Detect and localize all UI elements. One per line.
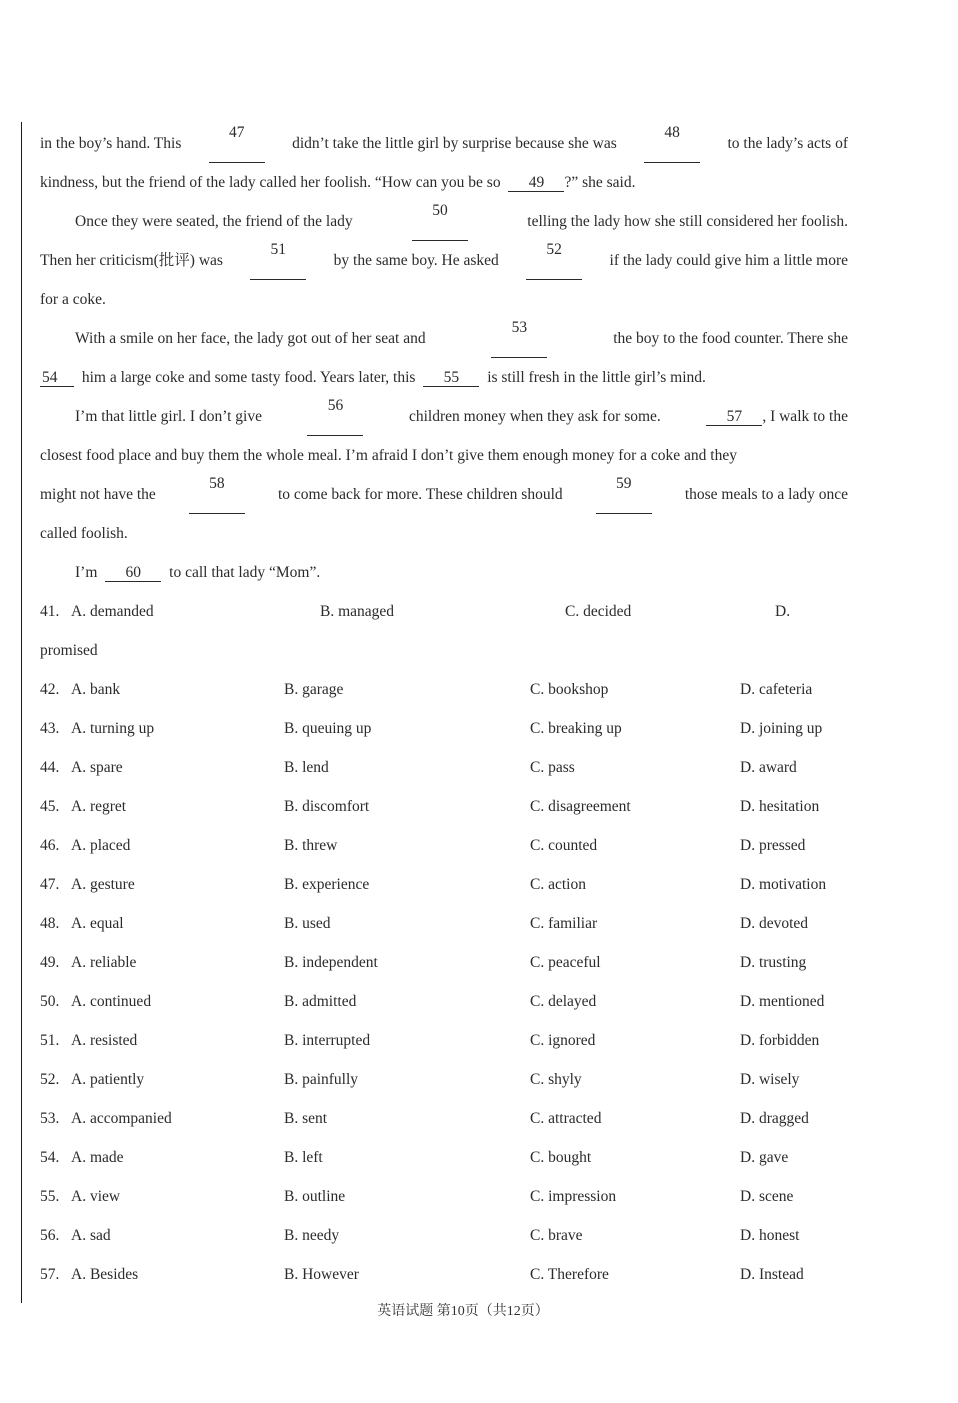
option-b[interactable]: B. used xyxy=(284,915,331,932)
passage-line xyxy=(40,397,848,436)
option-a[interactable]: A. accompanied xyxy=(71,1110,172,1127)
question-number: 42. xyxy=(40,681,60,698)
option-a[interactable]: A. Besides xyxy=(71,1266,139,1283)
option-c[interactable]: C. breaking up xyxy=(530,720,622,737)
passage-text: to the lady’s acts of xyxy=(727,135,848,152)
left-margin-rule xyxy=(21,122,22,1303)
option-b[interactable]: B. independent xyxy=(284,954,378,971)
option-d[interactable]: D. scene xyxy=(740,1188,794,1205)
passage-text: Once they were seated, the friend of the lady xyxy=(75,213,353,230)
answer-blank-48[interactable]: 48 xyxy=(644,124,700,163)
passage-text: children money when they ask for some. xyxy=(409,408,661,425)
option-b[interactable]: B. lend xyxy=(284,759,329,776)
option-b[interactable]: B. managed xyxy=(320,603,395,620)
option-c[interactable]: C. familiar xyxy=(530,915,598,932)
option-d[interactable]: D. hesitation xyxy=(740,798,820,815)
option-a[interactable]: A. spare xyxy=(71,759,123,776)
option-d[interactable]: D. cafeteria xyxy=(740,681,813,698)
question-row-44 xyxy=(40,748,860,787)
option-c[interactable]: C. Therefore xyxy=(530,1266,609,1283)
option-c[interactable]: C. attracted xyxy=(530,1110,602,1127)
question-row-42 xyxy=(40,670,860,709)
answer-blank-59[interactable]: 59 xyxy=(596,475,652,514)
passage-line xyxy=(40,358,848,397)
option-a[interactable]: A. regret xyxy=(71,798,127,815)
question-number: 45. xyxy=(40,798,60,815)
passage-line xyxy=(40,553,848,592)
question-row-56 xyxy=(40,1216,860,1255)
passage-text: , I walk to the xyxy=(762,408,848,425)
passage-line xyxy=(40,475,848,514)
passage-text: by the same boy. He asked xyxy=(333,252,499,269)
question-row-53 xyxy=(40,1099,860,1138)
question-number: 46. xyxy=(40,837,60,854)
answer-blank-49[interactable]: 49 xyxy=(508,174,564,192)
option-c[interactable]: C. delayed xyxy=(530,993,597,1010)
option-a[interactable]: A. continued xyxy=(71,993,152,1010)
option-a[interactable]: A. demanded xyxy=(71,603,154,620)
option-d[interactable]: D. award xyxy=(740,759,797,776)
passage-line xyxy=(40,436,848,475)
passage-line xyxy=(40,319,848,358)
cloze-passage xyxy=(40,124,848,592)
question-number: 47. xyxy=(40,876,60,893)
option-d[interactable]: D. gave xyxy=(740,1149,789,1166)
passage-line xyxy=(40,163,848,202)
question-number: 56. xyxy=(40,1227,60,1244)
question-row-47 xyxy=(40,865,860,904)
question-row-48 xyxy=(40,904,860,943)
passage-text: for a coke. xyxy=(40,291,106,308)
answer-blank-52[interactable]: 52 xyxy=(526,241,582,280)
option-c[interactable]: C. pass xyxy=(530,759,575,776)
option-c[interactable]: C. peaceful xyxy=(530,954,601,971)
option-c[interactable]: C. action xyxy=(530,876,586,893)
option-b[interactable]: B. garage xyxy=(284,681,344,698)
option-b[interactable]: B. admitted xyxy=(284,993,357,1010)
option-a[interactable]: A. bank xyxy=(71,681,121,698)
question-row-54 xyxy=(40,1138,860,1177)
answer-blank-54[interactable]: 54 xyxy=(40,369,74,387)
option-b[interactable]: B. queuing up xyxy=(284,720,372,737)
question-row-41 xyxy=(40,592,860,631)
option-b[interactable]: B. outline xyxy=(284,1188,346,1205)
question-row-41-wrap xyxy=(40,631,860,670)
passage-text: telling the lady how she still considered her foolish. xyxy=(527,213,848,230)
question-number: 51. xyxy=(40,1032,60,1049)
option-d-wrap[interactable]: promised xyxy=(40,642,98,659)
option-d[interactable]: D. wisely xyxy=(740,1071,800,1088)
passage-text: him a large coke and some tasty food. Years later, this xyxy=(81,369,416,386)
option-b[interactable]: B. painfully xyxy=(284,1071,359,1088)
question-number: 55. xyxy=(40,1188,60,1205)
option-c[interactable]: C. impression xyxy=(530,1188,617,1205)
question-number: 49. xyxy=(40,954,60,971)
question-number: 57. xyxy=(40,1266,60,1283)
passage-text: called foolish. xyxy=(40,525,128,542)
question-row-46 xyxy=(40,826,860,865)
option-b[interactable]: B. However xyxy=(284,1266,359,1283)
option-d[interactable]: D. honest xyxy=(740,1227,800,1244)
option-d[interactable]: D. trusting xyxy=(740,954,807,971)
option-a[interactable]: A. patiently xyxy=(71,1071,145,1088)
option-d[interactable]: D. Instead xyxy=(740,1266,804,1283)
passage-text: didn’t take the little girl by surprise because she was xyxy=(292,135,617,152)
answer-blank-53[interactable]: 53 xyxy=(491,319,547,358)
question-row-51 xyxy=(40,1021,860,1060)
option-d[interactable]: D. motivation xyxy=(740,876,827,893)
passage-text: With a smile on her face, the lady got out of her seat and xyxy=(75,330,426,347)
option-a[interactable]: A. view xyxy=(71,1188,121,1205)
answer-options xyxy=(40,592,860,1294)
option-c[interactable]: C. brave xyxy=(530,1227,583,1244)
question-number: 43. xyxy=(40,720,60,737)
answer-blank-60[interactable]: 60 xyxy=(105,564,161,582)
passage-text: to call that lady “Mom”. xyxy=(169,564,321,581)
question-number: 44. xyxy=(40,759,60,776)
passage-text: closest food place and buy them the whole meal. I’m afraid I don’t give them enough money for a coke and they xyxy=(40,447,737,464)
option-b[interactable]: B. interrupted xyxy=(284,1032,371,1049)
answer-blank-51[interactable]: 51 xyxy=(250,241,306,280)
question-row-50 xyxy=(40,982,860,1021)
passage-text: I’m xyxy=(75,564,98,581)
option-b[interactable]: B. threw xyxy=(284,837,338,854)
option-a[interactable]: A. reliable xyxy=(71,954,137,971)
passage-text: I’m that little girl. I don’t give xyxy=(75,408,262,425)
option-d[interactable]: D. joining up xyxy=(740,720,823,737)
option-c[interactable]: C. disagreement xyxy=(530,798,631,815)
question-number: 53. xyxy=(40,1110,60,1127)
answer-blank-56[interactable]: 56 xyxy=(307,397,363,436)
option-d[interactable]: D. xyxy=(775,603,791,620)
option-c[interactable]: C. shyly xyxy=(530,1071,582,1088)
question-row-52 xyxy=(40,1060,860,1099)
passage-text: in the boy’s hand. This xyxy=(40,135,182,152)
answer-blank-57[interactable]: 57 xyxy=(706,408,762,426)
question-number: 54. xyxy=(40,1149,60,1166)
question-number: 52. xyxy=(40,1071,60,1088)
passage-line xyxy=(40,124,848,163)
option-a[interactable]: A. gesture xyxy=(71,876,135,893)
question-number: 48. xyxy=(40,915,60,932)
passage-text: Then her criticism(批评) was xyxy=(40,252,223,269)
question-row-55 xyxy=(40,1177,860,1216)
option-d[interactable]: D. devoted xyxy=(740,915,809,932)
option-c[interactable]: C. ignored xyxy=(530,1032,596,1049)
option-c[interactable]: C. decided xyxy=(565,603,632,620)
question-row-45 xyxy=(40,787,860,826)
passage-line xyxy=(40,241,848,280)
passage-text: kindness, but the friend of the lady called her foolish. “How can you be so xyxy=(40,174,501,191)
passage-text: if the lady could give him a little more xyxy=(609,252,848,269)
passage-text: to come back for more. These children should xyxy=(277,486,563,503)
option-c[interactable]: C. bought xyxy=(530,1149,592,1166)
option-a[interactable]: A. placed xyxy=(71,837,131,854)
passage-text: ?” she said. xyxy=(564,174,636,191)
option-c[interactable]: C. bookshop xyxy=(530,681,609,698)
option-b[interactable]: B. experience xyxy=(284,876,370,893)
option-a[interactable]: A. turning up xyxy=(71,720,155,737)
passage-text: is still fresh in the little girl’s mind. xyxy=(487,369,706,386)
question-number: 41. xyxy=(40,603,60,620)
option-b[interactable]: B. discomfort xyxy=(284,798,370,815)
passage-text: the boy to the food counter. There she xyxy=(613,330,848,347)
answer-blank-55[interactable]: 55 xyxy=(423,369,479,387)
option-b[interactable]: B. needy xyxy=(284,1227,340,1244)
option-b[interactable]: B. sent xyxy=(284,1110,328,1127)
answer-blank-47[interactable]: 47 xyxy=(209,124,265,163)
passage-line xyxy=(40,514,848,553)
option-d[interactable]: D. forbidden xyxy=(740,1032,820,1049)
answer-blank-50[interactable]: 50 xyxy=(412,202,468,241)
option-a[interactable]: A. sad xyxy=(71,1227,111,1244)
page-footer: 英语试题 第10页（共12页） xyxy=(377,1304,549,1319)
question-row-49 xyxy=(40,943,860,982)
answer-blank-58[interactable]: 58 xyxy=(189,475,245,514)
option-a[interactable]: A. resisted xyxy=(71,1032,138,1049)
option-d[interactable]: D. mentioned xyxy=(740,993,825,1010)
option-d[interactable]: D. pressed xyxy=(740,837,806,854)
passage-line xyxy=(40,202,848,241)
passage-line xyxy=(40,280,848,319)
option-a[interactable]: A. made xyxy=(71,1149,124,1166)
option-c[interactable]: C. counted xyxy=(530,837,598,854)
passage-text: might not have the xyxy=(40,486,156,503)
option-b[interactable]: B. left xyxy=(284,1149,323,1166)
question-row-57 xyxy=(40,1255,860,1294)
question-row-43 xyxy=(40,709,860,748)
question-number: 50. xyxy=(40,993,60,1010)
option-a[interactable]: A. equal xyxy=(71,915,124,932)
option-d[interactable]: D. dragged xyxy=(740,1110,809,1127)
passage-text: those meals to a lady once xyxy=(684,486,848,503)
